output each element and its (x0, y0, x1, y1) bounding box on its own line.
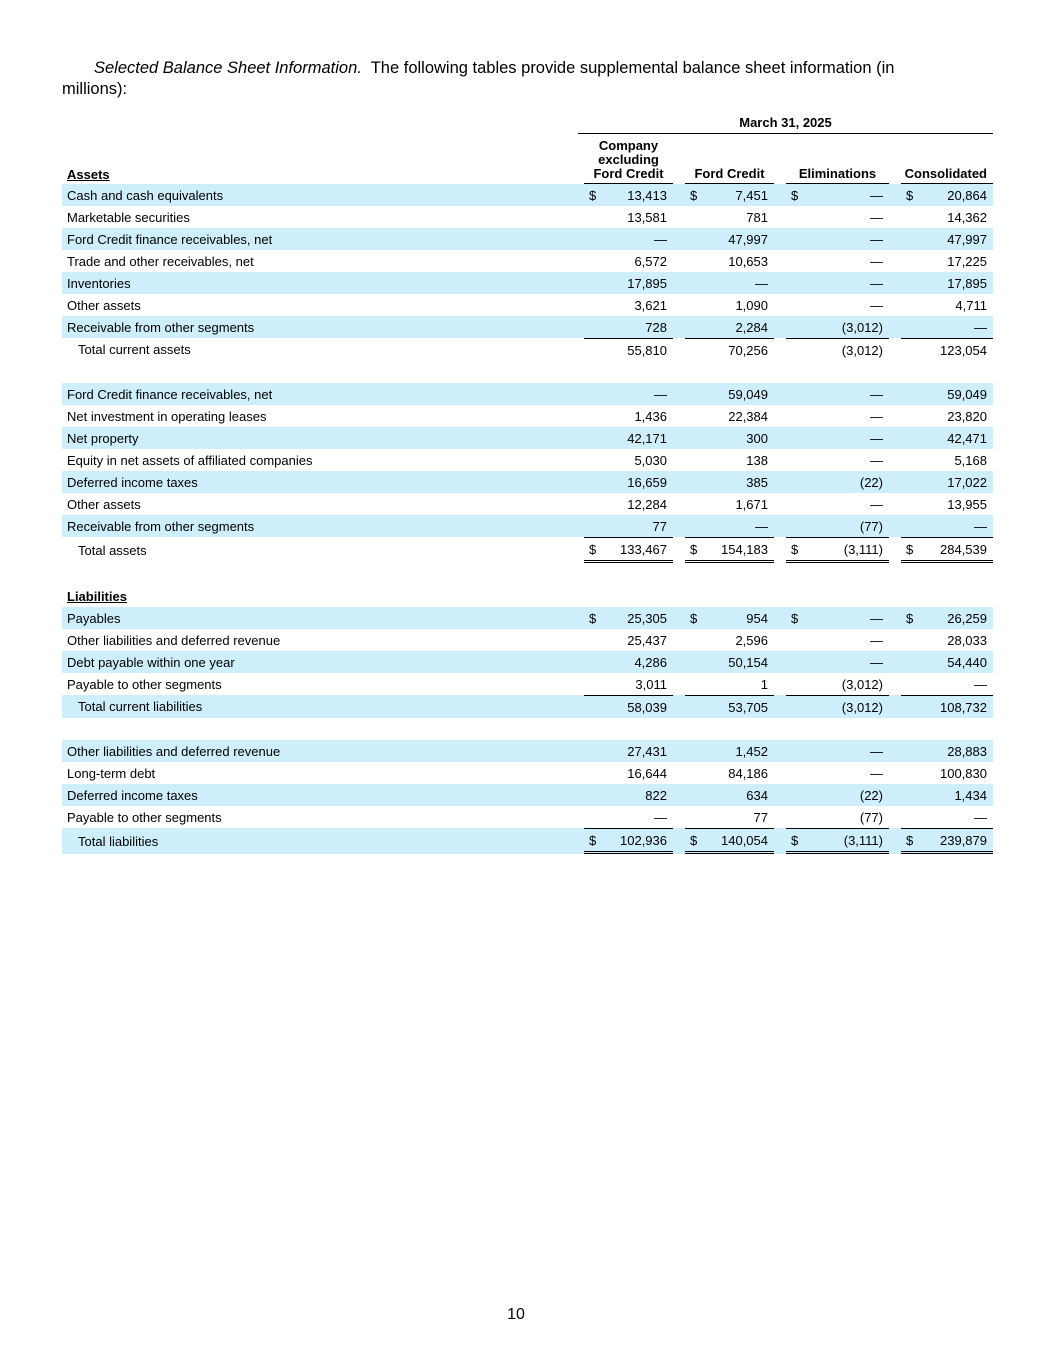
value-v3: (77) (859, 809, 883, 825)
value-v1: 13,413 (627, 187, 667, 203)
value-v2: 1 (760, 676, 768, 692)
value-v4: 13,955 (947, 496, 987, 512)
spacer-row (62, 563, 993, 585)
value-cell-v4 (901, 515, 993, 537)
value-cell-v1 (584, 294, 673, 316)
value-cell-v2 (685, 184, 774, 206)
value-cell-v2 (685, 272, 774, 294)
value-cell-v4 (901, 338, 993, 361)
value-v4: 239,879 (940, 832, 987, 848)
row-label: Ford Credit finance receivables, net (62, 228, 578, 250)
value-cell-v2 (685, 740, 774, 762)
value-cell-v1 (584, 806, 673, 828)
value-v4: 17,895 (947, 275, 987, 291)
currency-symbol: $ (791, 610, 799, 626)
value-v4: 28,883 (947, 743, 987, 759)
value-v2: 2,596 (735, 632, 768, 648)
value-cell-v4 (901, 272, 993, 294)
value-v3: — (870, 408, 883, 424)
value-v1: 822 (645, 787, 667, 803)
value-v1: 25,305 (627, 610, 667, 626)
value-v4: 28,033 (947, 632, 987, 648)
value-v1: — (654, 231, 667, 247)
col-header-consolidated: Consolidated (901, 135, 993, 184)
value-v2: 1,671 (735, 496, 768, 512)
row-label: Payable to other segments (67, 809, 222, 825)
table-row (62, 651, 993, 673)
value-v1: 25,437 (627, 632, 667, 648)
value-cell-v2 (685, 206, 774, 228)
value-v3: (3,012) (841, 319, 883, 335)
value-cell-v2 (685, 673, 774, 695)
value-cell-v3 (786, 673, 889, 695)
value-cell-v2 (685, 828, 774, 854)
value-cell-v2 (685, 294, 774, 316)
value-v2: 84,186 (728, 765, 768, 781)
value-v1: 13,581 (627, 209, 667, 225)
value-v1: 55,810 (627, 342, 667, 358)
value-cell-v1 (584, 784, 673, 806)
value-v3: (3,012) (841, 676, 883, 692)
value-v4: 1,434 (954, 787, 987, 803)
value-v2: 77 (753, 809, 768, 825)
value-v2: 22,384 (728, 408, 768, 424)
value-cell-v4 (901, 493, 993, 515)
table-row (62, 383, 993, 405)
intro-paragraph (62, 58, 962, 100)
value-v2: 53,705 (728, 699, 768, 715)
spacer-row (62, 361, 993, 383)
value-cell-v2 (685, 515, 774, 537)
row-label: Trade and other receivables, net (67, 253, 254, 269)
value-cell-v1 (584, 228, 673, 250)
currency-symbol: $ (690, 187, 698, 203)
row-label: Receivable from other segments (62, 515, 578, 537)
value-v1: 16,644 (627, 765, 667, 781)
value-v4: 20,864 (947, 187, 987, 203)
value-v1: 16,659 (627, 474, 667, 490)
value-v2: 70,256 (728, 342, 768, 358)
value-cell-v4 (901, 651, 993, 673)
value-cell-v4 (901, 762, 993, 784)
value-v3: — (870, 430, 883, 446)
value-v3: — (870, 253, 883, 269)
value-cell-v1 (584, 629, 673, 651)
value-v1: — (654, 386, 667, 402)
value-v1: 27,431 (627, 743, 667, 759)
value-cell-v3 (786, 784, 889, 806)
column-header-row (62, 135, 993, 184)
value-v1: 102,936 (620, 832, 667, 848)
value-cell-v3 (786, 607, 889, 629)
value-cell-v4 (901, 206, 993, 228)
value-v1: 6,572 (634, 253, 667, 269)
value-cell-v3 (786, 272, 889, 294)
currency-symbol: $ (906, 610, 914, 626)
table-row (62, 228, 993, 250)
value-cell-v2 (685, 338, 774, 361)
value-cell-v4 (901, 427, 993, 449)
currency-symbol: $ (589, 610, 597, 626)
currency-symbol: $ (906, 187, 914, 203)
value-v2: 50,154 (728, 654, 768, 670)
value-v4: — (974, 676, 987, 692)
value-v2: 10,653 (728, 253, 768, 269)
value-cell-v3 (786, 740, 889, 762)
row-label: Payables (62, 607, 578, 629)
value-cell-v1 (584, 383, 673, 405)
row-label: Total assets (78, 542, 147, 558)
value-cell-v3 (786, 806, 889, 828)
value-cell-v4 (901, 673, 993, 695)
value-cell-v2 (685, 493, 774, 515)
value-v1: 12,284 (627, 496, 667, 512)
currency-symbol: $ (589, 187, 597, 203)
value-cell-v2 (685, 471, 774, 493)
currency-symbol: $ (690, 541, 698, 557)
value-v3: — (870, 610, 883, 626)
value-cell-v1 (584, 250, 673, 272)
value-cell-v1 (584, 272, 673, 294)
value-cell-v2 (685, 607, 774, 629)
value-v3: (22) (859, 787, 883, 803)
value-v1: 42,171 (627, 430, 667, 446)
value-cell-v4 (901, 250, 993, 272)
value-cell-v1 (584, 651, 673, 673)
value-cell-v3 (786, 405, 889, 427)
value-v4: 108,732 (940, 699, 987, 715)
value-cell-v1 (584, 184, 673, 206)
value-v3: (3,012) (841, 342, 883, 358)
table-row (62, 784, 993, 806)
currency-symbol: $ (791, 832, 799, 848)
value-v4: 4,711 (955, 297, 987, 313)
row-label: Other liabilities and deferred revenue (62, 740, 578, 762)
value-v1: 17,895 (627, 275, 667, 291)
value-v2: 47,997 (728, 231, 768, 247)
row-label: Deferred income taxes (62, 471, 578, 493)
value-v3: — (870, 632, 883, 648)
value-v1: 4,286 (634, 654, 667, 670)
table-row (62, 294, 993, 316)
value-cell-v1 (584, 427, 673, 449)
value-v1: 133,467 (620, 541, 667, 557)
value-cell-v2 (685, 449, 774, 471)
value-v4: 5,168 (954, 452, 987, 468)
value-cell-v4 (901, 695, 993, 718)
section-heading-row (62, 585, 993, 607)
table-row (62, 515, 993, 537)
value-cell-v1 (584, 206, 673, 228)
value-cell-v1 (584, 515, 673, 537)
assets-heading: Assets (67, 167, 110, 182)
row-label: Inventories (62, 272, 578, 294)
total-row (62, 695, 993, 718)
value-v2: 385 (746, 474, 768, 490)
table-row (62, 250, 993, 272)
value-v4: 54,440 (947, 654, 987, 670)
value-cell-v4 (901, 184, 993, 206)
value-cell-v4 (901, 471, 993, 493)
table-row (62, 272, 993, 294)
value-cell-v3 (786, 427, 889, 449)
value-v2: 154,183 (721, 541, 768, 557)
value-v4: — (974, 809, 987, 825)
value-v3: — (870, 496, 883, 512)
row-label: Liabilities (67, 588, 127, 604)
value-cell-v1 (584, 471, 673, 493)
value-v4: 123,054 (940, 342, 987, 358)
row-label: Other assets (67, 496, 141, 512)
value-cell-v3 (786, 206, 889, 228)
col-header-ford-credit: Ford Credit (685, 135, 774, 184)
value-cell-v1 (584, 316, 673, 338)
value-cell-v2 (685, 762, 774, 784)
value-v2: 1,090 (735, 297, 768, 313)
value-v3: (3,012) (841, 699, 883, 715)
table-row (62, 427, 993, 449)
value-cell-v4 (901, 405, 993, 427)
value-cell-v3 (786, 762, 889, 784)
value-cell-v3 (786, 629, 889, 651)
value-v2: 7,451 (735, 187, 768, 203)
value-cell-v3 (786, 184, 889, 206)
value-cell-v3 (786, 338, 889, 361)
table-row (62, 762, 993, 784)
row-label: Other assets (67, 297, 141, 313)
row-label: Net property (62, 427, 578, 449)
value-v4: — (974, 518, 987, 534)
value-v3: (22) (859, 474, 883, 490)
table-row (62, 740, 993, 762)
row-label: Long-term debt (67, 765, 156, 781)
value-v2: 140,054 (721, 832, 768, 848)
currency-symbol: $ (690, 610, 698, 626)
value-v4: 23,820 (947, 408, 987, 424)
value-v4: 284,539 (940, 541, 987, 557)
row-label: Marketable securities (67, 209, 190, 225)
value-cell-v1 (584, 740, 673, 762)
value-v3: — (870, 209, 883, 225)
col-header-eliminations: Eliminations (786, 135, 889, 184)
value-cell-v2 (685, 537, 774, 563)
currency-symbol: $ (589, 541, 597, 557)
value-v2: 781 (746, 209, 768, 225)
currency-symbol: $ (791, 187, 799, 203)
value-cell-v3 (786, 294, 889, 316)
spacer-row (62, 718, 993, 740)
row-label: Cash and cash equivalents (62, 184, 578, 206)
total-row (62, 537, 993, 563)
currency-symbol: $ (906, 541, 914, 557)
value-v1: 728 (645, 319, 667, 335)
value-cell-v1 (584, 762, 673, 784)
value-v3: — (870, 297, 883, 313)
value-cell-v3 (786, 493, 889, 515)
value-cell-v1 (584, 607, 673, 629)
value-cell-v1 (584, 338, 673, 361)
table-row (62, 405, 993, 427)
currency-symbol: $ (906, 832, 914, 848)
value-cell-v2 (685, 784, 774, 806)
value-cell-v2 (685, 651, 774, 673)
value-v1: 1,436 (634, 408, 667, 424)
value-v1: 3,621 (634, 297, 667, 313)
value-v2: — (755, 275, 768, 291)
intro-lead: Selected Balance Sheet Information. (94, 59, 362, 77)
value-cell-v4 (901, 740, 993, 762)
value-v3: (3,111) (843, 832, 883, 848)
value-v3: — (870, 765, 883, 781)
value-v4: 17,022 (947, 474, 987, 490)
period-header: March 31, 2025 (578, 115, 993, 134)
value-cell-v2 (685, 629, 774, 651)
value-cell-v1 (584, 828, 673, 854)
value-cell-v1 (584, 673, 673, 695)
value-cell-v3 (786, 828, 889, 854)
value-v2: 59,049 (728, 386, 768, 402)
total-row (62, 828, 993, 854)
value-v1: 58,039 (627, 699, 667, 715)
value-v2: 1,452 (735, 743, 768, 759)
table-row (62, 184, 993, 206)
value-v2: 634 (746, 787, 768, 803)
value-v1: — (654, 809, 667, 825)
total-row (62, 338, 993, 361)
table-row (62, 629, 993, 651)
value-cell-v2 (685, 695, 774, 718)
value-v4: 14,362 (947, 209, 987, 225)
value-cell-v4 (901, 784, 993, 806)
currency-symbol: $ (791, 541, 799, 557)
value-v2: 2,284 (735, 319, 768, 335)
value-v4: 47,997 (947, 231, 987, 247)
value-cell-v1 (584, 695, 673, 718)
col-header-company: Company excluding Ford Credit (584, 135, 673, 184)
row-label: Equity in net assets of affiliated companies (67, 452, 313, 468)
page-number: 10 (507, 1306, 525, 1323)
value-v1: 5,030 (634, 452, 667, 468)
value-cell-v1 (584, 449, 673, 471)
value-cell-v4 (901, 607, 993, 629)
value-cell-v3 (786, 651, 889, 673)
value-v1: 3,011 (635, 676, 667, 692)
value-cell-v3 (786, 695, 889, 718)
row-label: Total current liabilities (62, 695, 578, 718)
value-cell-v2 (685, 383, 774, 405)
value-cell-v3 (786, 537, 889, 563)
value-cell-v4 (901, 228, 993, 250)
row-label: Net investment in operating leases (67, 408, 267, 424)
value-cell-v3 (786, 471, 889, 493)
value-cell-v3 (786, 316, 889, 338)
row-label: Payable to other segments (67, 676, 222, 692)
value-v3: (77) (859, 518, 883, 534)
value-cell-v1 (584, 493, 673, 515)
value-cell-v2 (685, 806, 774, 828)
value-v2: 300 (746, 430, 768, 446)
value-cell-v2 (685, 427, 774, 449)
table-row (62, 471, 993, 493)
balance-sheet-table (62, 135, 993, 854)
value-v3: — (870, 743, 883, 759)
table-row (62, 206, 993, 228)
value-v3: — (870, 231, 883, 247)
value-v4: 17,225 (947, 253, 987, 269)
table-row (62, 316, 993, 338)
value-cell-v3 (786, 228, 889, 250)
value-v2: 954 (746, 610, 768, 626)
table-row (62, 673, 993, 695)
value-cell-v4 (901, 294, 993, 316)
value-cell-v3 (786, 250, 889, 272)
table-row (62, 806, 993, 828)
value-cell-v4 (901, 383, 993, 405)
value-v4: 100,830 (940, 765, 987, 781)
table-row (62, 449, 993, 471)
value-v2: — (755, 518, 768, 534)
value-cell-v4 (901, 629, 993, 651)
value-cell-v1 (584, 537, 673, 563)
currency-symbol: $ (589, 832, 597, 848)
value-cell-v3 (786, 449, 889, 471)
currency-symbol: $ (690, 832, 698, 848)
value-v1: 77 (652, 518, 667, 534)
value-cell-v4 (901, 316, 993, 338)
row-label: Receivable from other segments (62, 316, 578, 338)
value-v3: (3,111) (843, 541, 883, 557)
value-cell-v3 (786, 515, 889, 537)
value-v3: — (870, 452, 883, 468)
value-cell-v2 (685, 316, 774, 338)
value-cell-v2 (685, 228, 774, 250)
row-label: Total current assets (78, 342, 191, 357)
value-cell-v2 (685, 250, 774, 272)
row-label: Debt payable within one year (62, 651, 578, 673)
table-row (62, 607, 993, 629)
value-v3: — (870, 187, 883, 203)
row-label: Ford Credit finance receivables, net (62, 383, 578, 405)
row-label: Deferred income taxes (62, 784, 578, 806)
value-v3: — (870, 386, 883, 402)
row-label: Other liabilities and deferred revenue (67, 632, 281, 648)
value-cell-v4 (901, 537, 993, 563)
table-row (62, 493, 993, 515)
row-label: Total liabilities (62, 828, 578, 854)
value-v4: 42,471 (947, 430, 987, 446)
value-cell-v1 (584, 405, 673, 427)
value-v3: — (870, 654, 883, 670)
value-v4: — (974, 319, 987, 335)
value-cell-v3 (786, 383, 889, 405)
value-v4: 26,259 (947, 610, 987, 626)
value-v4: 59,049 (947, 386, 987, 402)
value-cell-v4 (901, 449, 993, 471)
value-cell-v2 (685, 405, 774, 427)
value-v2: 138 (746, 452, 768, 468)
intro-text: The following tables provide supplemental balance sheet information (in millions): (62, 59, 895, 98)
value-cell-v4 (901, 806, 993, 828)
value-cell-v4 (901, 828, 993, 854)
value-v3: — (870, 275, 883, 291)
